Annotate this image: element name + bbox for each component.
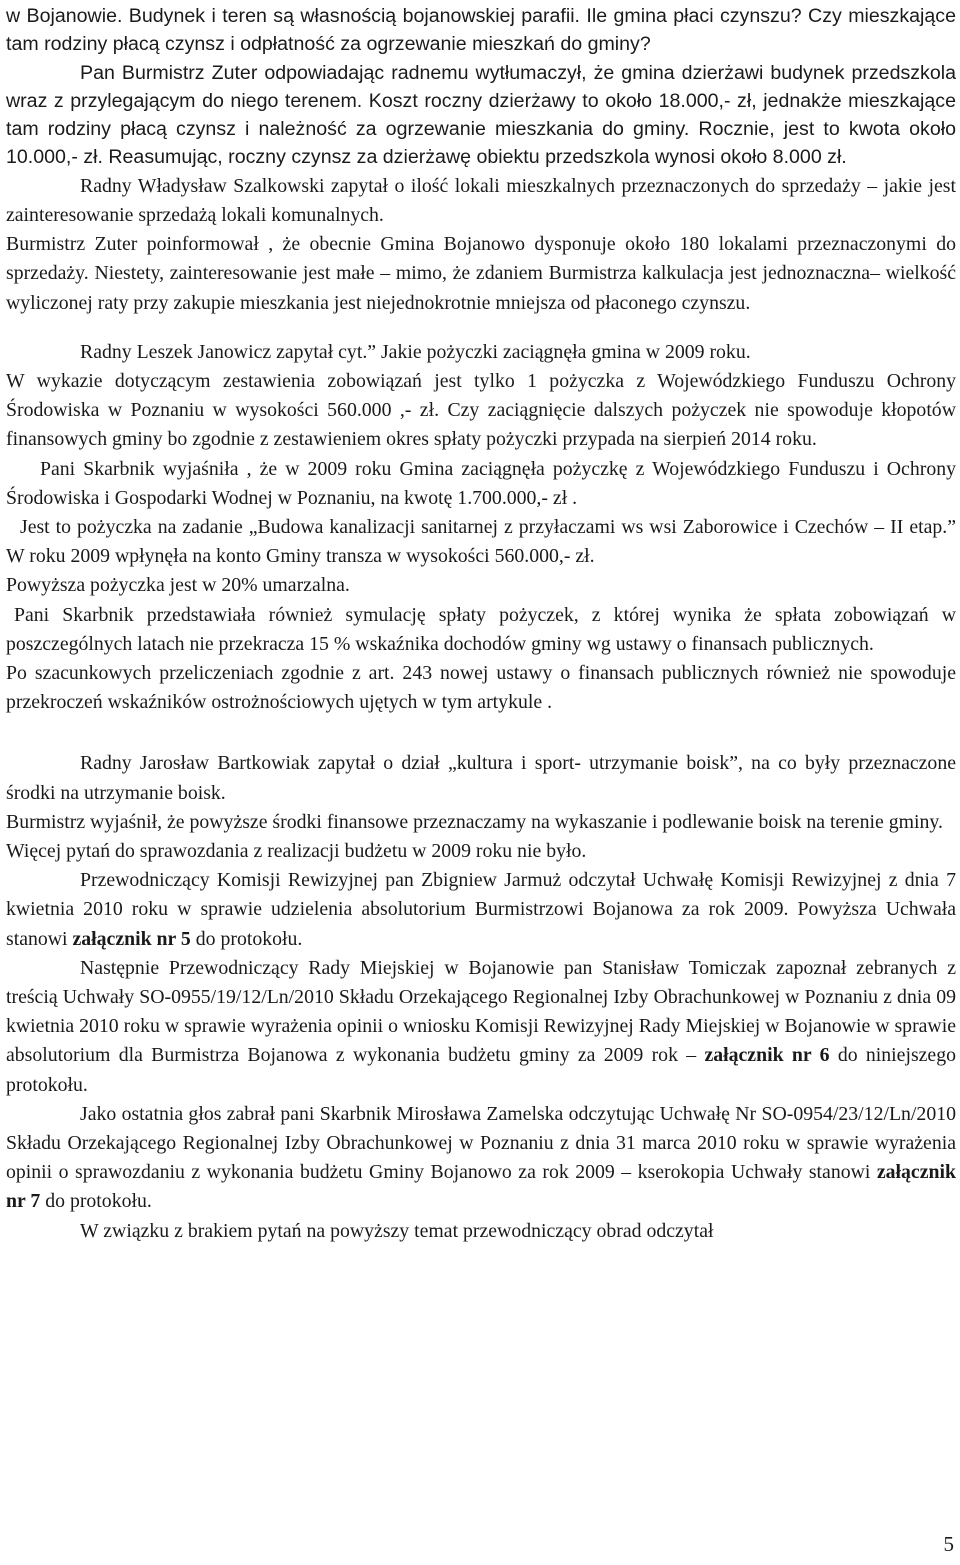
- paragraph-text: Radny Jarosław Bartkowiak zapytał o dział „kultura i sport- utrzymanie boisk”, na co były przeznaczone środki na utrzymanie boisk.: [6, 752, 956, 804]
- paragraph-15: [6, 866, 956, 954]
- paragraph-text: do protokołu.: [40, 1190, 152, 1213]
- paragraph-text: Burmistrz wyjaśnił, że powyższe środki finansowe przeznaczamy na wykaszanie i podlewanie boisk na terenie gminy.: [6, 810, 943, 833]
- paragraph-text: Burmistrz Zuter poinformował , że obecnie Gmina Bojanowo dysponuje około 180 lokalami przeznaczonymi do sprzedaży. Niestety, zainteresowanie jest małe – mimo, że zdaniem Burmistrza kalkulacja jest jednoznaczna– wielkość wyliczonej raty przy zakupie mieszkania jest niejednokrotnie mniejsza od płaconego czynszu.: [6, 233, 956, 314]
- paragraph-1: [6, 2, 956, 59]
- paragraph-16: [6, 954, 956, 1100]
- paragraph-7: [6, 455, 956, 513]
- paragraph-8: [6, 513, 956, 571]
- paragraph-text: W wykazie dotyczącym zestawienia zobowiązań jest tylko 1 pożyczka z Wojewódzkiego Funduszu Ochrony Środowiska w Poznaniu w wysokości 560.000 ,- zł. Czy zaciągnięcie dalszych pożyczek nie spowoduje kłopotów finansowych gminy bo zgodnie z zestawieniem okres spłaty pożyczki przypada na sierpień 2014 roku.: [6, 370, 956, 451]
- paragraph-text: Jako ostatnia głos zabrał pani Skarbnik Mirosława Zamelska odczytując Uchwałę Nr SO-0954/23/12/Ln/2010 Składu Orzekającego Regionalnej Izby Obrachunkowej w Poznaniu z dnia 31 marca 2010 roku w sprawie wyrażenia opinii o sprawozdaniu z wykonania budżetu Gminy Bojanowo za rok 2009 – kserokopia Uchwały stanowi: [6, 1102, 956, 1184]
- paragraph-text: Radny Leszek Janowicz zapytał cyt.” Jakie pożyczki zaciągnęła gmina w 2009 roku.: [80, 340, 751, 363]
- paragraph-text: Radny Władysław Szalkowski zapytał o ilość lokali mieszkalnych przeznaczonych do sprzedaży – jakie jest zainteresowanie sprzedażą lokali komunalnych.: [6, 174, 956, 226]
- paragraph-6: [6, 367, 956, 455]
- paragraph-9: [6, 571, 956, 600]
- attachment-reference: załącznik nr 6: [704, 1044, 830, 1067]
- paragraph-text: Więcej pytań do sprawozdania z realizacji budżetu w 2009 roku nie było.: [6, 840, 587, 863]
- paragraph-text: do protokołu.: [190, 927, 303, 950]
- paragraph-text: Pani Skarbnik przedstawiała również symulację spłaty pożyczek, z której wynika że spłata zobowiązań w poszczególnych latach nie przekracza 15 % wskaźnika dochodów gminy wg ustawy o finansach publicznych.: [6, 603, 956, 655]
- paragraph-text: w Bojanowie. Budynek i teren są własnością bojanowskiej parafii. Ile gmina płaci czynszu? Czy mieszkające tam rodziny płacą czynsz i odpłatność za ogrzewanie mieszkań do gminy?: [6, 5, 956, 56]
- paragraph-text: Następnie Przewodniczący Rady Miejskiej w Bojanowie pan Stanisław Tomiczak zapoznał zebranych z treścią Uchwały SO-0955/19/12/Ln/2010 Składu Orzekającego Regionalnej Izby Obrachunkowej w Poznaniu z dnia 09 kwietnia 2010 roku w sprawie wyrażenia opinii o wniosku Komisji Rewizyjnej Rady Miejskiej w Bojanowie w sprawie absolutorium dla Burmistrza Bojanowa z wykonania budżetu gminy za 2009 rok –: [6, 956, 956, 1067]
- paragraph-text: Pani Skarbnik wyjaśniła , że w 2009 roku Gmina zaciągnęła pożyczkę z Wojewódzkiego Funduszu i Ochrony Środowiska i Gospodarki Wodnej w Poznaniu, na kwotę 1.700.000,- zł .: [6, 457, 956, 509]
- paragraph-4: [6, 230, 956, 318]
- paragraph-3: [6, 172, 956, 230]
- paragraph-text: do niniejszego protokołu.: [6, 1044, 956, 1096]
- paragraph-12: [6, 749, 956, 807]
- paragraph-18: [6, 1217, 956, 1246]
- paragraph-2: [6, 59, 956, 172]
- paragraph-text: W związku z brakiem pytań na powyższy temat przewodniczący obrad odczytał: [80, 1219, 714, 1242]
- page-number: 5: [943, 1532, 954, 1556]
- paragraph-17: [6, 1100, 956, 1217]
- paragraph-text: Przewodniczący Komisji Rewizyjnej pan Zbigniew Jarmuż odczytał Uchwałę Komisji Rewizyjnej z dnia 7 kwietnia 2010 roku w sprawie udzielenia absolutorium Burmistrzowi Bojanowa za rok 2009. Powyższa Uchwała stanowi: [6, 869, 956, 950]
- paragraph-text: Po szacunkowych przeliczeniach zgodnie z art. 243 nowej ustawy o finansach publicznych również nie spowoduje przekroczeń wskaźników ostrożnościowych ujętych w tym artykule .: [6, 662, 956, 714]
- paragraph-text: Jest to pożyczka na zadanie „Budowa kanalizacji sanitarnej z przyłaczami ws wsi Zaborowice i Czechów – II etap.” W roku 2009 wpłynęła na konto Gminy transza w wysokości 560.000,- zł.: [6, 516, 956, 568]
- paragraph-13: [6, 808, 956, 837]
- paragraph-text: Powyższa pożyczka jest w 20% umarzalna.: [6, 574, 350, 597]
- paragraph-5: [6, 338, 956, 367]
- document-body: [6, 2, 956, 1246]
- paragraph-10: [6, 601, 956, 659]
- paragraph-14: [6, 837, 956, 866]
- paragraph-text: Pan Burmistrz Zuter odpowiadając radnemu wytłumaczył, że gmina dzierżawi budynek przedszkola wraz z przylegającym do niego terenem. Koszt roczny dzierżawy to około 18.000,- zł, jednakże mieszkające tam rodziny płacą czynsz i należność za ogrzewanie mieszkania do gminy. Rocznie, jest to kwota około 10.000,- zł. Reasumując, roczny czynsz za dzierżawę obiektu przedszkola wynosi około 8.000 zł.: [6, 61, 956, 169]
- paragraph-11: [6, 659, 956, 717]
- attachment-reference: załącznik nr 7: [6, 1161, 956, 1213]
- attachment-reference: załącznik nr 5: [72, 927, 191, 950]
